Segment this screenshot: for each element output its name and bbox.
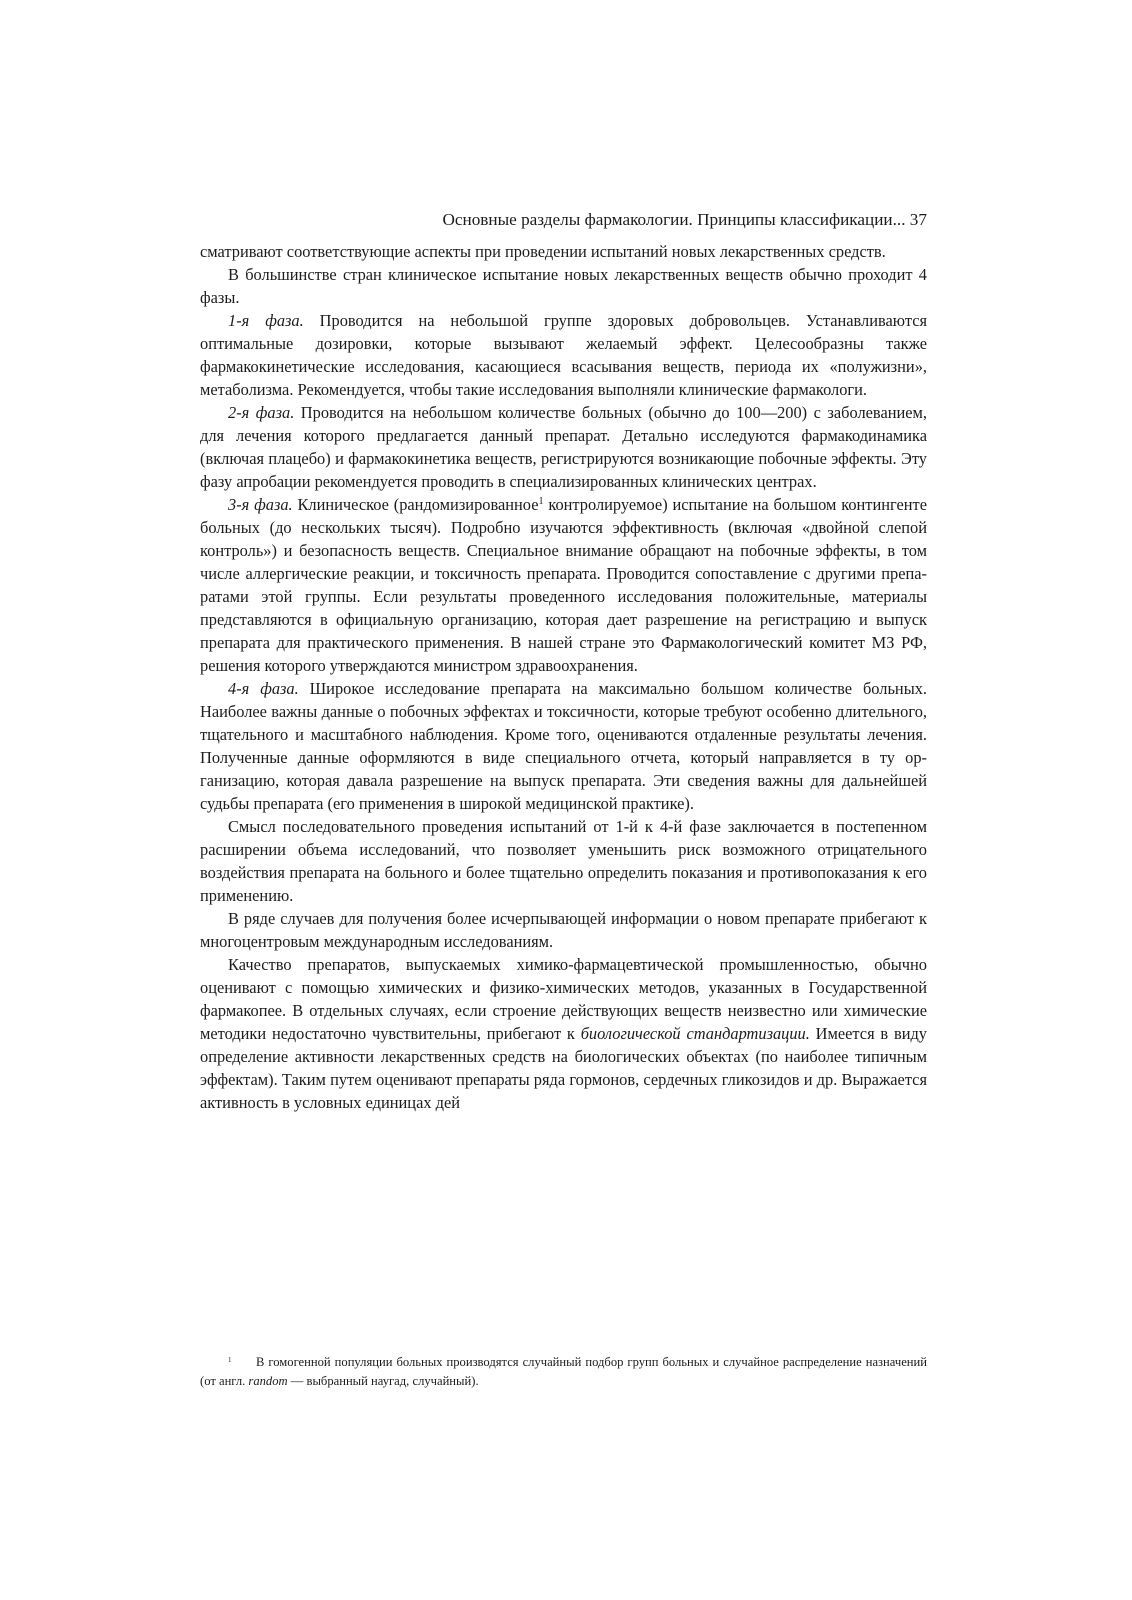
quality-italic-term: биологической стандартизации.	[580, 1024, 810, 1043]
phase-3-text-a: Клиническое (рандомизированное	[292, 495, 539, 514]
paragraph-quality	[200, 953, 927, 1114]
quality-text-b: Имеется в виду определение активности лекарственных средств на биологических объектах (по наиболее типичным эффектам). Таким путем оценивают препараты ряда гормонов, сердечных гликозидов и др. Выражается активность в условных единицах дей	[200, 1024, 928, 1112]
phase-3-label: 3-я фаза.	[228, 495, 293, 514]
paragraph-continuation: сматривают соответствующие аспекты при проведении испытаний новых лекарственных средств.	[200, 242, 886, 261]
paragraph-sequence-meaning: Смысл последовательного проведения испытаний от 1-й к 4-й фазе заключается в постепенном расширении объема исследований, что позволяет уменьшить риск возможного отрицательного воздействия препарата на больного и более тщательно определить показания и противопоказания к его применению.	[200, 817, 927, 905]
footnote-italic-word: random	[248, 1374, 288, 1388]
paragraph-phases-intro: В большинстве стран клиническое испытание новых лекарственных веществ обычно проходит 4 фазы.	[200, 265, 927, 307]
phase-2-text: Проводится на небольшом количестве больных (обычно до 100—200) с заболеванием, для лечения которого предлагается данный препарат. Детально исследуются фармакодинамика (включая плацебо) и фармакокинетика веществ, регистрируются возникающие побочные эффекты. Эту фазу апробации рекомендуется проводить в специализированных клинических центрах.	[200, 403, 928, 491]
footnote-mark: 1	[228, 1356, 232, 1364]
body-text	[200, 240, 927, 1114]
quality-text-a: Качество препаратов, выпускаемых химико-фармацевтической промышленностью, обычно оценивают с помощью химических и физико-химических методов, указанных в Государственной фармакопее. В отдельных случаях, если строение действующих веществ неизвестно или химические методики недостаточно чувствительны, прибегают к	[200, 955, 927, 1043]
phase-3-text-b: контролируемое) испытание на большом контингенте больных (до нескольких тысяч). Подробно изучаются эффективность (включая «двойной слепой контроль») и безопасность веществ. Специальное внимание обращают на побочные эффекты, в том числе аллергические реакции, и токсичность препарата. Проводится сопоставление с другими препаратами этой группы. Если результаты проведенного исследования положительные, материалы представляются в официальную организацию, которая дает разрешение на регистрацию и выпуск препарата для практического применения. В нашей стране это Фармакологический комитет МЗ РФ, решения которого утверждаются министром здравоохранения.	[200, 495, 927, 675]
page	[200, 208, 927, 1114]
phase-4-text: Широкое исследование препарата на максимально большом количестве больных. Наиболее важны данные о побочных эффектах и токсичности, которые требуют особенно длительного, тщательного и масштабного наблюдения. Кроме того, оцениваются отдаленные результаты лечения. Полученные данные оформляются в виде специального отчета, который направляется в ту организацию, которая давала разрешение на выпуск препарата. Эти сведения важны для дальнейшей судьбы препарата (его применения в широкой медицинской практике).	[200, 679, 928, 813]
footnote-text-b: — выбранный наугад, случайный).	[287, 1374, 479, 1388]
paragraph-phase-2	[200, 401, 927, 493]
footnote-reference[interactable]: 1	[538, 496, 544, 507]
footnote-paragraph	[200, 1353, 927, 1391]
phase-1-label: 1-я фаза.	[228, 311, 304, 330]
paragraph-phase-1	[200, 309, 927, 401]
paragraph-phase-4	[200, 677, 927, 815]
phase-4-label: 4-я фаза.	[228, 679, 299, 698]
footnote-text-a: В гомогенной популяции больных производятся случайный подбор групп больных и случайное распределение назначений (от англ.	[200, 1355, 927, 1388]
phase-1-text: Проводится на небольшой группе здоровых добровольцев. Устанавливаются оптимальные дозировки, которые вызывают желаемый эффект. Целесообразны также фармакокинетические исследования, касающиеся всасывания веществ, периода их «полужизни», метаболизма. Рекомендуется, чтобы такие исследования выполняли клинические фармакологи.	[200, 311, 928, 399]
footnote	[200, 1353, 927, 1391]
paragraph-multicenter: В ряде случаев для получения более исчерпывающей информации о новом препарате прибегают к многоцентровым международным исследованиям.	[200, 909, 927, 951]
paragraph-phase-3	[200, 493, 927, 677]
phase-2-label: 2-я фаза.	[228, 403, 295, 422]
running-head: Основные разделы фармакологии. Принципы классификации... 37	[442, 210, 927, 229]
